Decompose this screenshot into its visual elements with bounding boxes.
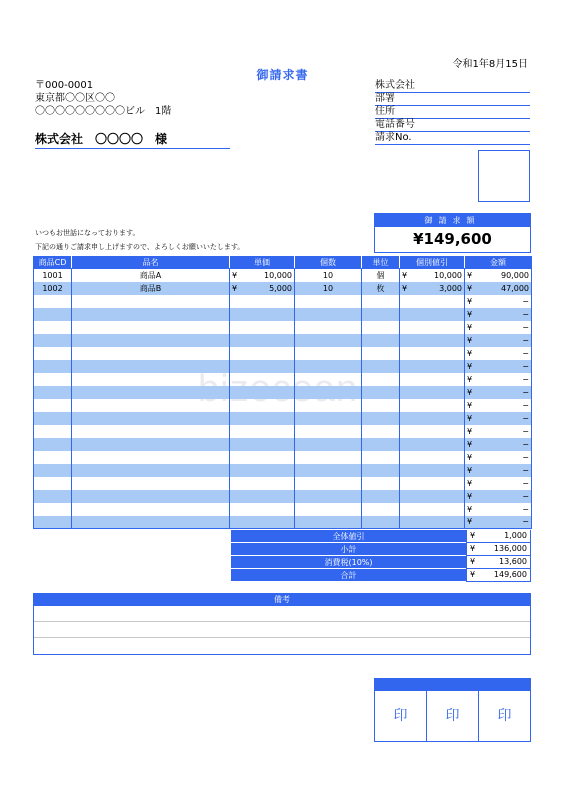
cell-name[interactable] xyxy=(72,308,230,321)
yen-mark: ¥ xyxy=(467,309,473,319)
cell-code[interactable] xyxy=(34,334,72,347)
cell-price[interactable] xyxy=(230,360,295,373)
yen-mark: ¥ xyxy=(467,283,473,293)
cell-unit[interactable]: 枚 xyxy=(362,282,400,295)
yen-mark: ¥ xyxy=(470,531,476,540)
empty-dash: − xyxy=(522,335,529,345)
remarks-line[interactable] xyxy=(34,622,530,638)
cell-code[interactable] xyxy=(34,321,72,334)
yen-mark: ¥ xyxy=(467,270,473,280)
yen-mark: ¥ xyxy=(402,283,408,293)
table-row xyxy=(34,282,532,295)
cell-code[interactable] xyxy=(34,373,72,386)
cell-price[interactable] xyxy=(230,464,295,477)
yen-mark: ¥ xyxy=(467,491,473,501)
cell-unit[interactable] xyxy=(362,321,400,334)
issuer-department: 部署 xyxy=(375,93,530,106)
yen-mark: ¥ xyxy=(467,517,473,527)
cell-amount xyxy=(465,503,532,516)
cell-unit[interactable] xyxy=(362,386,400,399)
approval-seals xyxy=(374,678,531,742)
yen-mark: ¥ xyxy=(232,270,238,280)
cell-price[interactable] xyxy=(230,295,295,308)
cell-qty[interactable] xyxy=(295,477,362,490)
cell-name[interactable] xyxy=(72,373,230,386)
summary-value: ¥ 13,600 xyxy=(466,556,531,569)
seal-box xyxy=(375,679,427,741)
table-row xyxy=(34,269,532,282)
cell-unit[interactable] xyxy=(362,334,400,347)
yen-mark: ¥ xyxy=(467,504,473,514)
seal-mark: 印 xyxy=(497,708,512,724)
empty-dash: − xyxy=(522,387,529,397)
cell-discount[interactable] xyxy=(400,373,465,386)
summary-row xyxy=(231,530,531,543)
cell-unit[interactable] xyxy=(362,412,400,425)
cell-code[interactable] xyxy=(34,464,72,477)
cell-qty[interactable] xyxy=(295,295,362,308)
empty-dash: − xyxy=(522,478,529,488)
empty-dash: − xyxy=(522,504,529,514)
summary-value: ¥ 149,600 xyxy=(466,569,531,582)
cell-price[interactable] xyxy=(230,386,295,399)
yen-mark: ¥ xyxy=(467,400,473,410)
cell-unit[interactable]: 個 xyxy=(362,269,400,282)
header-name: 品名 xyxy=(72,257,230,269)
cell-amount xyxy=(465,321,532,334)
cell-amount xyxy=(465,425,532,438)
cell-discount[interactable] xyxy=(400,399,465,412)
table-row xyxy=(34,451,532,464)
cell-discount[interactable] xyxy=(400,464,465,477)
yen-mark: ¥ xyxy=(467,439,473,449)
empty-dash: − xyxy=(522,452,529,462)
cell-code[interactable] xyxy=(34,516,72,529)
cell-discount[interactable] xyxy=(400,295,465,308)
cell-unit[interactable] xyxy=(362,438,400,451)
empty-dash: − xyxy=(522,322,529,332)
cell-amount xyxy=(465,386,532,399)
yen-mark: ¥ xyxy=(467,335,473,345)
cell-unit[interactable] xyxy=(362,399,400,412)
cell-unit[interactable] xyxy=(362,373,400,386)
yen-mark: ¥ xyxy=(467,465,473,475)
cell-unit[interactable] xyxy=(362,464,400,477)
empty-dash: − xyxy=(522,361,529,371)
remarks-section xyxy=(33,593,531,655)
cell-amount xyxy=(465,347,532,360)
table-row xyxy=(34,503,532,516)
cell-amount xyxy=(465,464,532,477)
yen-mark: ¥ xyxy=(467,322,473,332)
cell-amount xyxy=(465,451,532,464)
yen-mark: ¥ xyxy=(470,544,476,553)
seal-box xyxy=(479,679,530,741)
cell-name[interactable] xyxy=(72,503,230,516)
cell-discount[interactable]: ¥ 10,000 xyxy=(400,269,465,282)
cell-qty[interactable] xyxy=(295,347,362,360)
cell-amount xyxy=(465,360,532,373)
cell-unit[interactable] xyxy=(362,503,400,516)
total-amount-label: 御請求額 xyxy=(375,214,530,227)
cell-qty[interactable] xyxy=(295,516,362,529)
greeting-line1: いつもお世話になっております。 xyxy=(35,229,140,237)
yen-mark: ¥ xyxy=(467,452,473,462)
empty-dash: − xyxy=(522,517,529,527)
header-qty: 個数 xyxy=(295,257,362,269)
cell-name[interactable] xyxy=(72,490,230,503)
yen-mark: ¥ xyxy=(470,570,476,579)
seal-box xyxy=(427,679,479,741)
seal-mark: 印 xyxy=(445,708,460,724)
cell-name[interactable] xyxy=(72,347,230,360)
empty-dash: − xyxy=(522,296,529,306)
empty-dash: − xyxy=(522,348,529,358)
cell-discount[interactable] xyxy=(400,321,465,334)
cell-price[interactable] xyxy=(230,490,295,503)
remarks-line[interactable] xyxy=(34,606,530,622)
issuer-invoice-no: 請求No. xyxy=(375,132,530,145)
cell-code[interactable] xyxy=(34,386,72,399)
cell-unit[interactable] xyxy=(362,451,400,464)
yen-mark: ¥ xyxy=(232,283,238,293)
cell-code[interactable] xyxy=(34,308,72,321)
cell-unit[interactable] xyxy=(362,295,400,308)
cell-code[interactable] xyxy=(34,399,72,412)
cell-qty[interactable] xyxy=(295,438,362,451)
cell-discount[interactable]: ¥ 3,000 xyxy=(400,282,465,295)
recipient-address1: 東京都〇〇区〇〇 xyxy=(35,93,115,104)
total-amount-box xyxy=(374,213,531,253)
cell-discount[interactable] xyxy=(400,334,465,347)
cell-price[interactable] xyxy=(230,516,295,529)
table-row xyxy=(34,516,532,529)
cell-qty[interactable] xyxy=(295,386,362,399)
summary-label: 合計 xyxy=(231,569,466,582)
issuer-company: 株式会社 xyxy=(375,80,530,93)
recipient-postal: 〒000-0001 xyxy=(35,80,94,91)
empty-dash: − xyxy=(522,426,529,436)
cell-qty[interactable]: 10 xyxy=(295,282,362,295)
cell-amount xyxy=(465,308,532,321)
greeting-line2: 下記の通りご請求申し上げますので、よろしくお願いいたします。 xyxy=(35,243,245,251)
issuer-phone: 電話番号 xyxy=(375,119,530,132)
cell-amount xyxy=(465,438,532,451)
cell-discount[interactable] xyxy=(400,503,465,516)
header-price: 単価 xyxy=(230,257,295,269)
table-row xyxy=(34,399,532,412)
yen-mark: ¥ xyxy=(467,348,473,358)
table-header-row xyxy=(34,257,532,269)
cell-name[interactable]: 商品B xyxy=(72,282,230,295)
cell-code[interactable] xyxy=(34,412,72,425)
seal-mark: 印 xyxy=(393,708,408,724)
yen-mark: ¥ xyxy=(467,374,473,384)
cell-discount[interactable] xyxy=(400,438,465,451)
table-row xyxy=(34,334,532,347)
cell-name[interactable] xyxy=(72,477,230,490)
cell-price[interactable] xyxy=(230,451,295,464)
cell-code[interactable] xyxy=(34,438,72,451)
empty-dash: − xyxy=(522,309,529,319)
cell-name[interactable] xyxy=(72,386,230,399)
cell-amount xyxy=(465,334,532,347)
cell-code[interactable] xyxy=(34,503,72,516)
cell-name[interactable] xyxy=(72,295,230,308)
cell-name[interactable] xyxy=(72,438,230,451)
cell-price[interactable] xyxy=(230,438,295,451)
summary-label: 消費税(10%) xyxy=(231,556,466,569)
header-code: 商品CD xyxy=(34,257,72,269)
cell-qty[interactable] xyxy=(295,451,362,464)
cell-price[interactable] xyxy=(230,412,295,425)
cell-code[interactable]: 1002 xyxy=(34,282,72,295)
cell-name[interactable] xyxy=(72,516,230,529)
yen-mark: ¥ xyxy=(467,478,473,488)
cell-qty[interactable] xyxy=(295,425,362,438)
yen-mark: ¥ xyxy=(467,426,473,436)
summary-row xyxy=(231,556,531,569)
cell-code[interactable] xyxy=(34,360,72,373)
invoice-date: 令和1年8月15日 xyxy=(452,59,528,70)
cell-unit[interactable] xyxy=(362,477,400,490)
table-row xyxy=(34,425,532,438)
table-row xyxy=(34,464,532,477)
summary-value: ¥ 1,000 xyxy=(466,530,531,543)
cell-amount xyxy=(465,295,532,308)
table-row xyxy=(34,295,532,308)
header-unit: 単位 xyxy=(362,257,400,269)
cell-price[interactable] xyxy=(230,477,295,490)
cell-unit[interactable] xyxy=(362,308,400,321)
table-row xyxy=(34,373,532,386)
empty-dash: − xyxy=(522,400,529,410)
cell-amount xyxy=(465,412,532,425)
issuer-address: 住所 xyxy=(375,106,530,119)
table-row xyxy=(34,360,532,373)
items-table xyxy=(33,256,532,529)
cell-name[interactable] xyxy=(72,451,230,464)
cell-discount[interactable] xyxy=(400,360,465,373)
summary-label: 小計 xyxy=(231,543,466,556)
cell-qty[interactable] xyxy=(295,503,362,516)
table-row xyxy=(34,438,532,451)
cell-amount xyxy=(465,399,532,412)
cell-name[interactable] xyxy=(72,425,230,438)
cell-unit[interactable] xyxy=(362,425,400,438)
document-title: 御請求書 xyxy=(256,68,309,82)
recipient-name: 株式会社 〇〇〇〇 様 xyxy=(35,130,230,149)
yen-mark: ¥ xyxy=(467,387,473,397)
summary-label: 全体値引 xyxy=(231,530,466,543)
cell-price[interactable] xyxy=(230,334,295,347)
cell-discount[interactable] xyxy=(400,477,465,490)
cell-qty[interactable] xyxy=(295,464,362,477)
cell-code[interactable] xyxy=(34,347,72,360)
cell-name[interactable] xyxy=(72,464,230,477)
cell-amount: ¥ 90,000 xyxy=(465,269,532,282)
cell-qty[interactable] xyxy=(295,360,362,373)
cell-code[interactable] xyxy=(34,451,72,464)
cell-discount[interactable] xyxy=(400,516,465,529)
cell-code[interactable] xyxy=(34,295,72,308)
cell-price[interactable] xyxy=(230,347,295,360)
cell-discount[interactable] xyxy=(400,308,465,321)
empty-dash: − xyxy=(522,439,529,449)
cell-amount xyxy=(465,490,532,503)
cell-amount xyxy=(465,373,532,386)
cell-code[interactable] xyxy=(34,425,72,438)
cell-qty[interactable] xyxy=(295,412,362,425)
empty-dash: − xyxy=(522,465,529,475)
yen-mark: ¥ xyxy=(467,361,473,371)
yen-mark: ¥ xyxy=(467,296,473,306)
table-row xyxy=(34,321,532,334)
summary-value: ¥ 136,000 xyxy=(466,543,531,556)
table-row xyxy=(34,412,532,425)
cell-code[interactable] xyxy=(34,490,72,503)
cell-code[interactable] xyxy=(34,477,72,490)
company-stamp-box xyxy=(478,150,530,202)
cell-unit[interactable] xyxy=(362,516,400,529)
cell-name[interactable]: 商品A xyxy=(72,269,230,282)
empty-dash: − xyxy=(522,413,529,423)
cell-qty[interactable] xyxy=(295,321,362,334)
cell-discount[interactable] xyxy=(400,412,465,425)
cell-discount[interactable] xyxy=(400,386,465,399)
cell-discount[interactable] xyxy=(400,347,465,360)
remarks-line[interactable] xyxy=(34,638,530,654)
table-row xyxy=(34,386,532,399)
cell-qty[interactable] xyxy=(295,334,362,347)
table-row xyxy=(34,308,532,321)
cell-price[interactable] xyxy=(230,425,295,438)
remarks-label: 備考 xyxy=(34,594,530,606)
empty-dash: − xyxy=(522,491,529,501)
cell-discount[interactable] xyxy=(400,490,465,503)
cell-code[interactable]: 1001 xyxy=(34,269,72,282)
cell-price[interactable] xyxy=(230,399,295,412)
empty-dash: − xyxy=(522,374,529,384)
cell-discount[interactable] xyxy=(400,425,465,438)
cell-unit[interactable] xyxy=(362,347,400,360)
yen-mark: ¥ xyxy=(467,413,473,423)
cell-name[interactable] xyxy=(72,399,230,412)
total-amount-value: ¥149,600 xyxy=(413,230,492,248)
yen-mark: ¥ xyxy=(470,557,476,566)
cell-amount xyxy=(465,516,532,529)
cell-price[interactable] xyxy=(230,373,295,386)
cell-name[interactable] xyxy=(72,334,230,347)
cell-unit[interactable] xyxy=(362,360,400,373)
header-discount: 個別値引 xyxy=(400,257,465,269)
cell-price[interactable]: ¥ 10,000 xyxy=(230,269,295,282)
header-amount: 金額 xyxy=(465,257,532,269)
cell-qty[interactable] xyxy=(295,490,362,503)
cell-unit[interactable] xyxy=(362,490,400,503)
cell-discount[interactable] xyxy=(400,451,465,464)
cell-price[interactable] xyxy=(230,321,295,334)
recipient-address2: 〇〇〇〇〇〇〇〇〇ビル 1階 xyxy=(35,106,172,117)
summary-row xyxy=(231,543,531,556)
cell-qty[interactable] xyxy=(295,373,362,386)
table-row xyxy=(34,490,532,503)
cell-price[interactable] xyxy=(230,308,295,321)
cell-name[interactable] xyxy=(72,412,230,425)
cell-price[interactable]: ¥ 5,000 xyxy=(230,282,295,295)
cell-qty[interactable]: 10 xyxy=(295,269,362,282)
cell-name[interactable] xyxy=(72,360,230,373)
summary-row xyxy=(231,569,531,582)
yen-mark: ¥ xyxy=(402,270,408,280)
cell-qty[interactable] xyxy=(295,308,362,321)
cell-qty[interactable] xyxy=(295,399,362,412)
table-row xyxy=(34,347,532,360)
cell-price[interactable] xyxy=(230,503,295,516)
cell-amount: ¥ 47,000 xyxy=(465,282,532,295)
cell-name[interactable] xyxy=(72,321,230,334)
cell-amount xyxy=(465,477,532,490)
table-row xyxy=(34,477,532,490)
